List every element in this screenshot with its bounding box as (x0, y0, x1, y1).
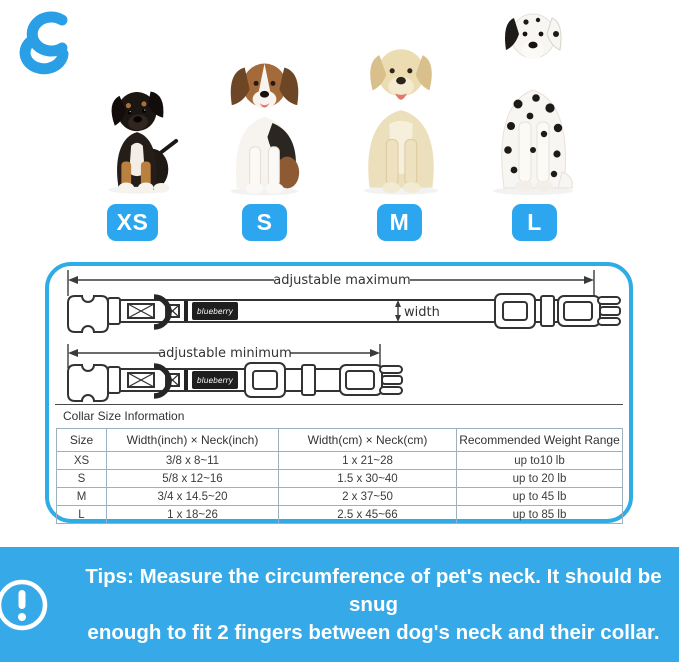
cell-inch: 1 x 18~26 (107, 506, 279, 524)
cell-inch: 3/8 x 8~11 (107, 452, 279, 470)
size-badge-s-label: S (256, 209, 273, 235)
size-badge-l-label: L (527, 209, 542, 235)
brand-label-max: blueberry (196, 307, 234, 316)
size-badge-xs (107, 204, 158, 241)
cell-inch: 3/4 x 14.5~20 (107, 488, 279, 506)
dog-m-image (348, 32, 454, 197)
adjustable-minimum-label: adjustable minimum (158, 346, 292, 361)
header-width-inch: Width(inch) × Neck(inch) (107, 429, 279, 452)
collar-diagram-minimum (62, 344, 622, 404)
cell-size: M (57, 488, 107, 506)
size-badge-m (377, 204, 422, 241)
alert-icon (0, 577, 50, 633)
tips-line-2: enough to fit 2 fingers between dog's neck and their collar. (87, 620, 660, 644)
header-width-cm: Width(cm) × Neck(cm) (279, 429, 457, 452)
cell-cm: 2.5 x 45~66 (279, 506, 457, 524)
dog-l-image (478, 4, 588, 196)
header-size: Size (57, 429, 107, 452)
cell-size: L (57, 506, 107, 524)
cell-cm: 1 x 21~28 (279, 452, 457, 470)
cell-weight: up to 85 lb (457, 506, 623, 524)
table-title: Collar Size Information (63, 409, 185, 423)
brand-label-min: blueberry (196, 376, 234, 385)
cell-inch: 5/8 x 12~16 (107, 470, 279, 488)
size-badge-s (242, 204, 287, 241)
table-row (57, 488, 623, 506)
table-row (57, 452, 623, 470)
cell-size: XS (57, 452, 107, 470)
tips-text (68, 563, 679, 647)
size-badge-l (512, 204, 557, 241)
table-row (57, 470, 623, 488)
dog-s-image (213, 47, 317, 197)
adjustable-maximum-label: adjustable maximum (273, 273, 411, 288)
cell-size: S (57, 470, 107, 488)
cell-weight: up to 45 lb (457, 488, 623, 506)
table-separator-line (55, 404, 623, 405)
size-badge-xs-label: XS (116, 209, 149, 235)
cell-cm: 2 x 37~50 (279, 488, 457, 506)
collar-diagram-maximum (62, 268, 622, 344)
table-row (57, 506, 623, 524)
tips-banner (0, 547, 679, 662)
collar-size-table (56, 428, 623, 524)
header-weight: Recommended Weight Range (457, 429, 623, 452)
e-logo-icon (16, 4, 80, 78)
width-label: width (404, 305, 440, 320)
tips-line-1: Tips: Measure the circumference of pet's neck. It should be snug (85, 564, 662, 616)
cell-cm: 1.5 x 30~40 (279, 470, 457, 488)
dog-xs-image (93, 78, 181, 196)
cell-weight: up to10 lb (457, 452, 623, 470)
size-badge-m-label: M (389, 209, 410, 235)
table-header-row (57, 429, 623, 452)
cell-weight: up to 20 lb (457, 470, 623, 488)
collar-info-box (45, 262, 633, 523)
